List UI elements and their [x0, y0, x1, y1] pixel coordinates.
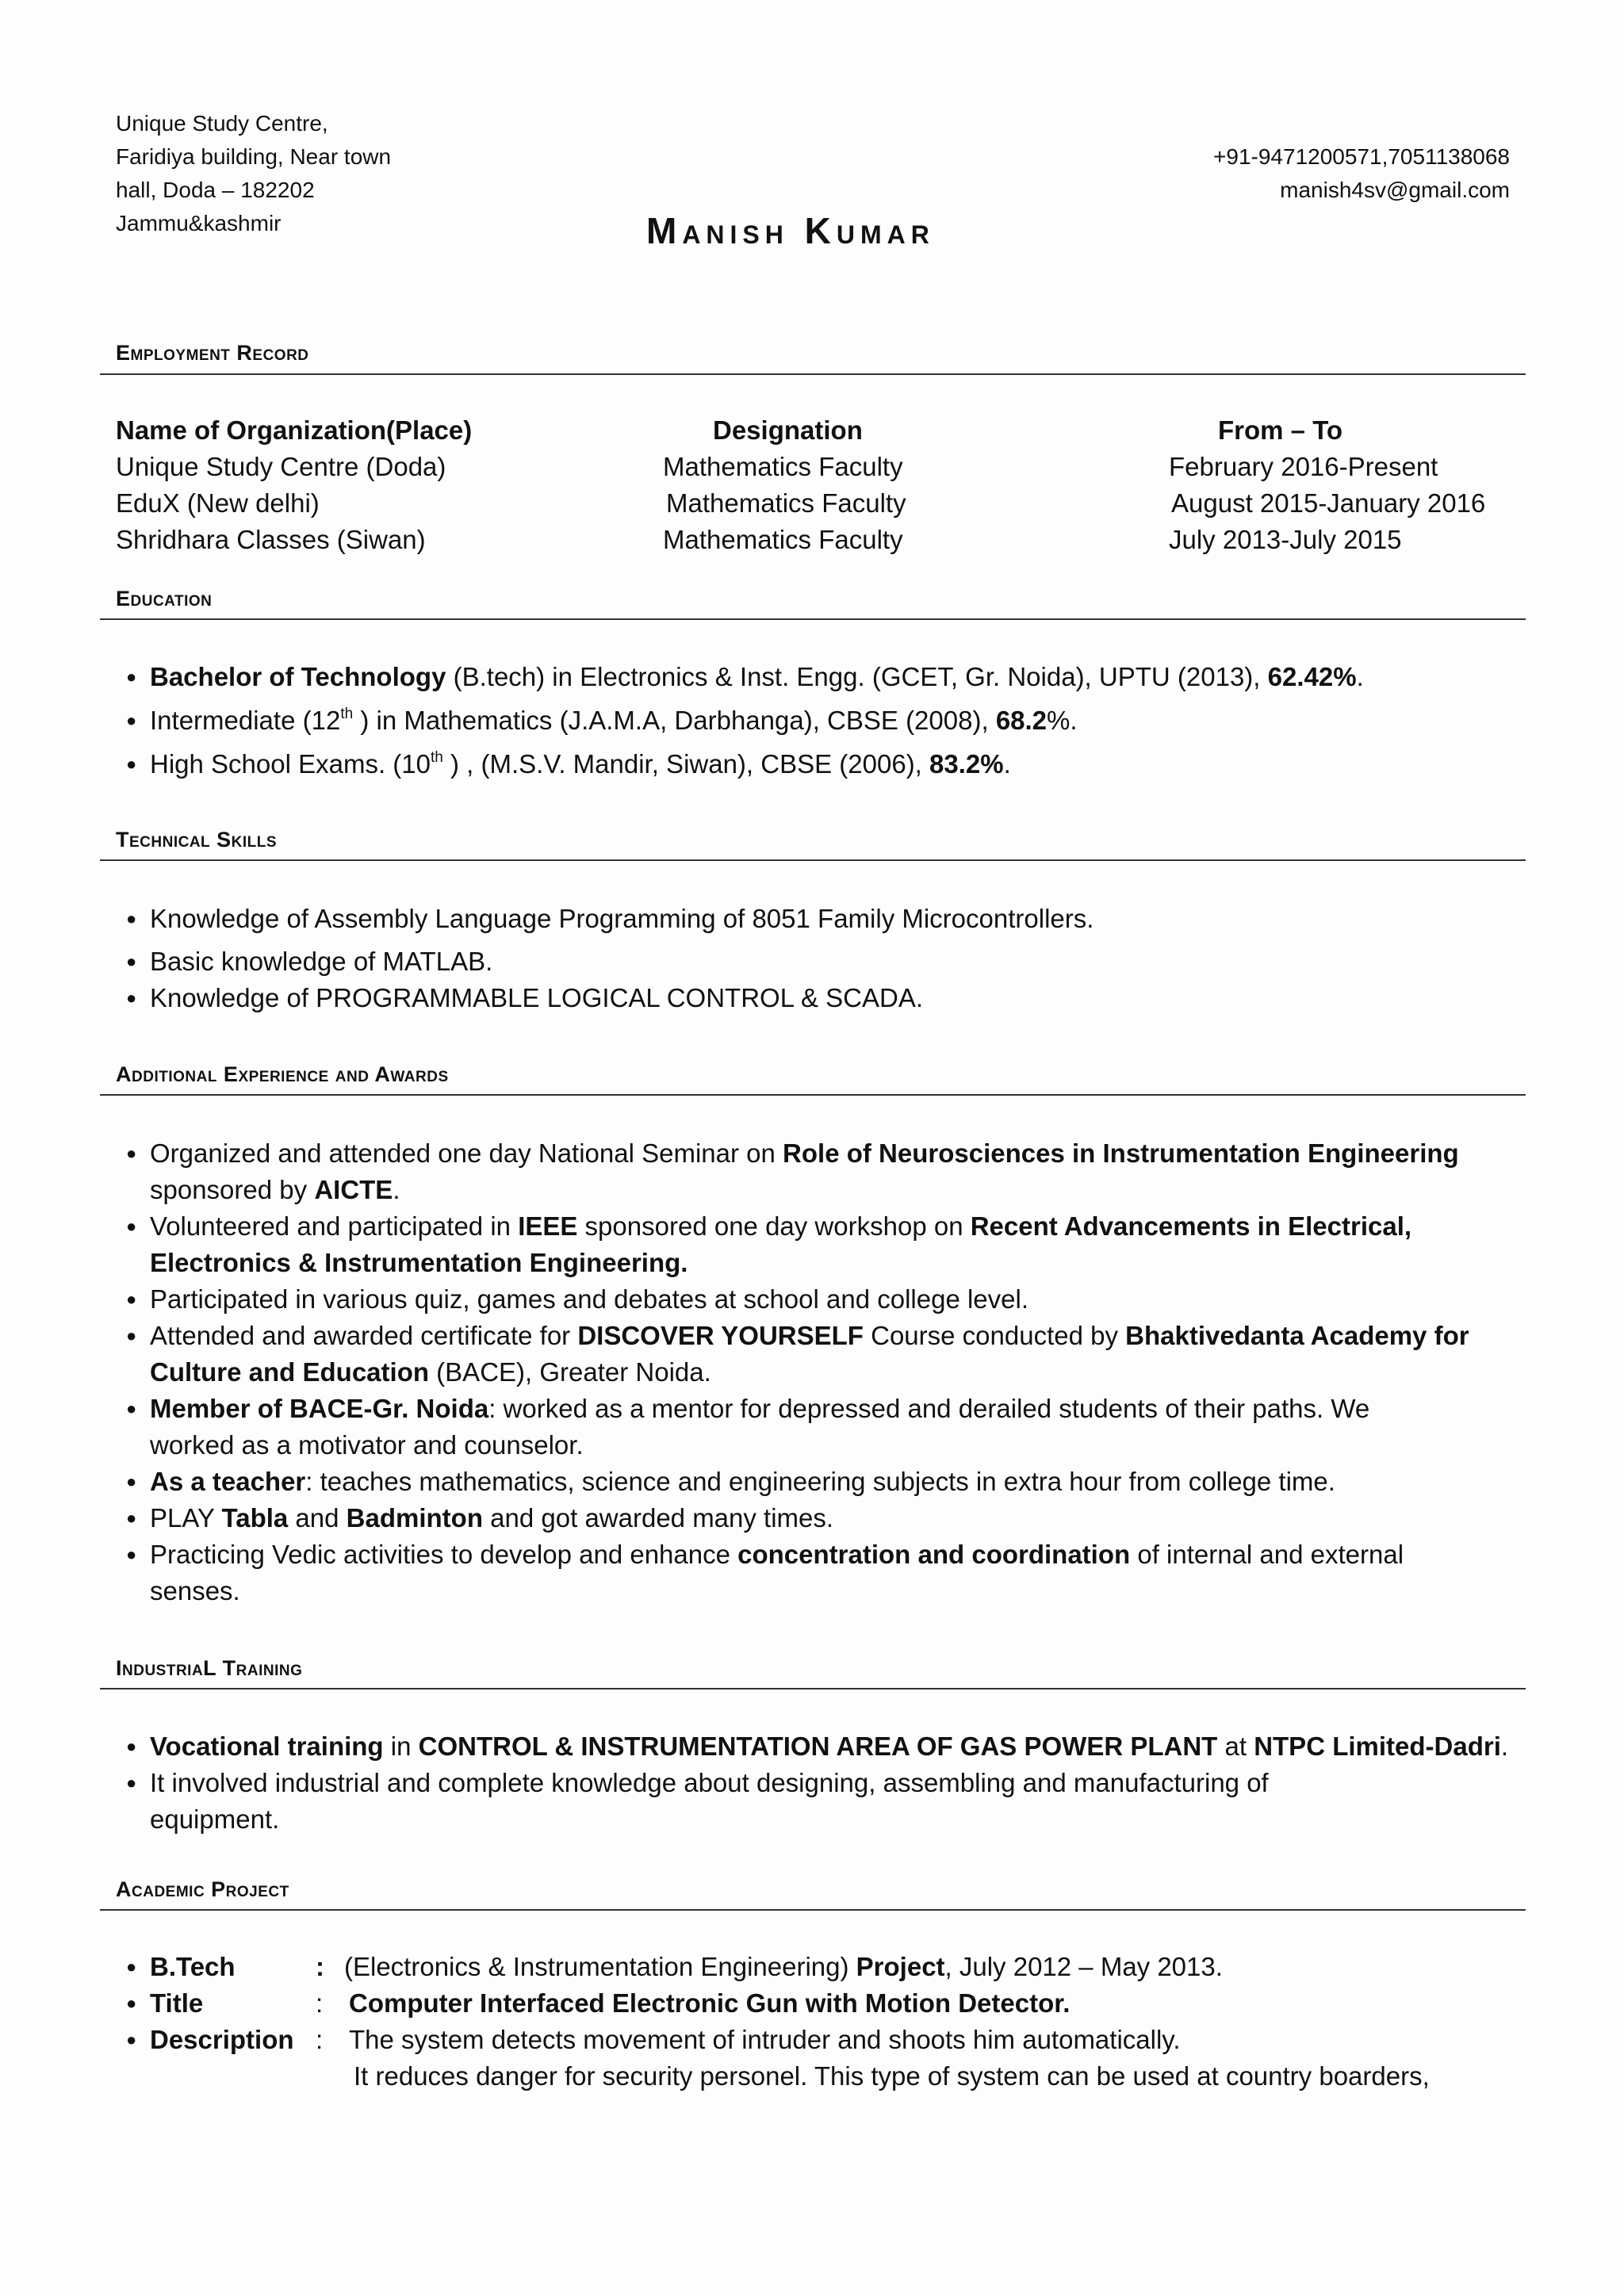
project-value: Computer Interfaced Electronic Gun with Motion Detector.: [349, 1988, 1071, 2018]
list-item: ● As a teacher: teaches mathematics, science and engineering subjects in extra hour from college time.: [126, 1467, 1335, 1496]
section-divider: [100, 1909, 1526, 1911]
technical-skills-list: [126, 901, 1094, 1016]
list-item: ● Organized and attended one day National Seminar on Role of Neurosciences in Instrumentation Engineering sponsored by AICTE.: [126, 1138, 1459, 1204]
list-item: ● High School Exams. (10th ) , (M.S.V. Mandir, Siwan), CBSE (2006), 83.2%.: [126, 749, 1011, 779]
section-title-industrial-training: IndustriaL Training: [116, 1656, 303, 1680]
address-line: Unique Study Centre,: [116, 111, 328, 136]
list-item: ● Basic knowledge of MATLAB.: [126, 947, 493, 976]
table-cell: Mathematics Faculty: [663, 452, 903, 481]
section-title-technical-skills: Technical Skills: [116, 828, 278, 851]
list-item: ● Participated in various quiz, games and debates at school and college level.: [126, 1284, 1029, 1314]
education-list: [126, 659, 1364, 783]
section-divider: [100, 618, 1526, 620]
table-header: Designation: [713, 415, 863, 445]
contact-block: [1213, 140, 1510, 207]
address-block: [116, 107, 391, 240]
project-value: (Electronics & Instrumentation Engineering) Project, July 2012 – May 2013.: [344, 1952, 1223, 1981]
table-cell: EduX (New delhi): [116, 488, 320, 518]
list-item: ● It involved industrial and complete knowledge about designing, assembling and manufacturing of equipment.: [126, 1768, 1269, 1834]
table-header: From – To: [1218, 415, 1343, 445]
table-cell: July 2013-July 2015: [1169, 525, 1402, 554]
bullet-dot: ●: [126, 2030, 137, 2049]
bullet-dot: ●: [126, 1993, 137, 2013]
table-cell: Shridhara Classes (Siwan): [116, 525, 426, 554]
project-colon: :: [316, 2025, 324, 2054]
project-value: It reduces danger for security personel. This type of system can be used at country boarders,: [354, 2061, 1430, 2091]
section-title-employment: Employment Record: [116, 341, 309, 365]
page-title: Manish Kumar: [646, 210, 935, 251]
table-cell: Mathematics Faculty: [663, 525, 903, 554]
project-colon: :: [316, 1988, 324, 2018]
project-label: B.Tech: [150, 1952, 236, 1981]
address-line: hall, Doda – 182202: [116, 178, 315, 202]
list-item: ● Intermediate (12th ) in Mathematics (J.A.M.A, Darbhanga), CBSE (2008), 68.2%.: [126, 706, 1078, 735]
project-label: Title: [150, 1988, 204, 2018]
section-divider: [100, 859, 1526, 861]
project-value: The system detects movement of intruder and shoots him automatically.: [349, 2025, 1181, 2054]
table-cell: Unique Study Centre (Doda): [116, 452, 446, 481]
address-line: Faridiya building, Near town: [116, 144, 392, 169]
industrial-training-list: [126, 1728, 1509, 1838]
list-item: ● Knowledge of Assembly Language Programming of 8051 Family Microcontrollers.: [126, 904, 1094, 933]
bullet-dot: ●: [126, 1957, 137, 1976]
additional-experience-list: [126, 1135, 1469, 1609]
list-item: ● Vocational training in CONTROL & INSTRUMENTATION AREA OF GAS POWER PLANT at NTPC Limited-Dadri.: [126, 1732, 1509, 1761]
table-cell: Mathematics Faculty: [666, 488, 906, 518]
list-item: ● Practicing Vedic activities to develop and enhance concentration and coordination of internal and external senses.: [126, 1540, 1404, 1605]
list-item: ● PLAY Tabla and Badminton and got awarded many times.: [126, 1503, 834, 1533]
section-title-education: Education: [116, 587, 213, 610]
list-item: ● Knowledge of PROGRAMMABLE LOGICAL CONTROL & SCADA.: [126, 983, 924, 1012]
table-header: Name of Organization(Place): [116, 415, 473, 445]
section-divider: [100, 1688, 1526, 1689]
list-item: ● Volunteered and participated in IEEE sponsored one day workshop on Recent Advancements in Electrical, Electronics & Instrumentation Engineering.: [126, 1211, 1412, 1277]
project-label: Description: [150, 2025, 294, 2054]
email-address: manish4sv@gmail.com: [1280, 178, 1510, 202]
section-title-academic-project: Academic Project: [116, 1877, 289, 1901]
list-item: ● Member of BACE-Gr. Noida: worked as a mentor for depressed and derailed students of their paths. We worked as a motivator and counselor.: [126, 1394, 1370, 1460]
list-item: ● Attended and awarded certificate for DISCOVER YOURSELF Course conducted by Bhaktivedanta Academy for Culture and Education (BACE), Greater Noida.: [126, 1321, 1469, 1387]
section-divider: [100, 373, 1526, 375]
table-cell: August 2015-January 2016: [1171, 488, 1486, 518]
table-cell: February 2016-Present: [1169, 452, 1438, 481]
section-divider: [100, 1094, 1526, 1096]
section-title-additional-experience: Additional Experience and Awards: [116, 1062, 449, 1086]
project-colon: :: [316, 1952, 324, 1981]
phone-number: +91-9471200571,7051138068: [1213, 144, 1510, 169]
address-line: Jammu&kashmir: [116, 211, 282, 235]
list-item: ● Bachelor of Technology (B.tech) in Electronics & Inst. Engg. (GCET, Gr. Noida), UPTU (2013), 62.42%.: [126, 662, 1364, 691]
